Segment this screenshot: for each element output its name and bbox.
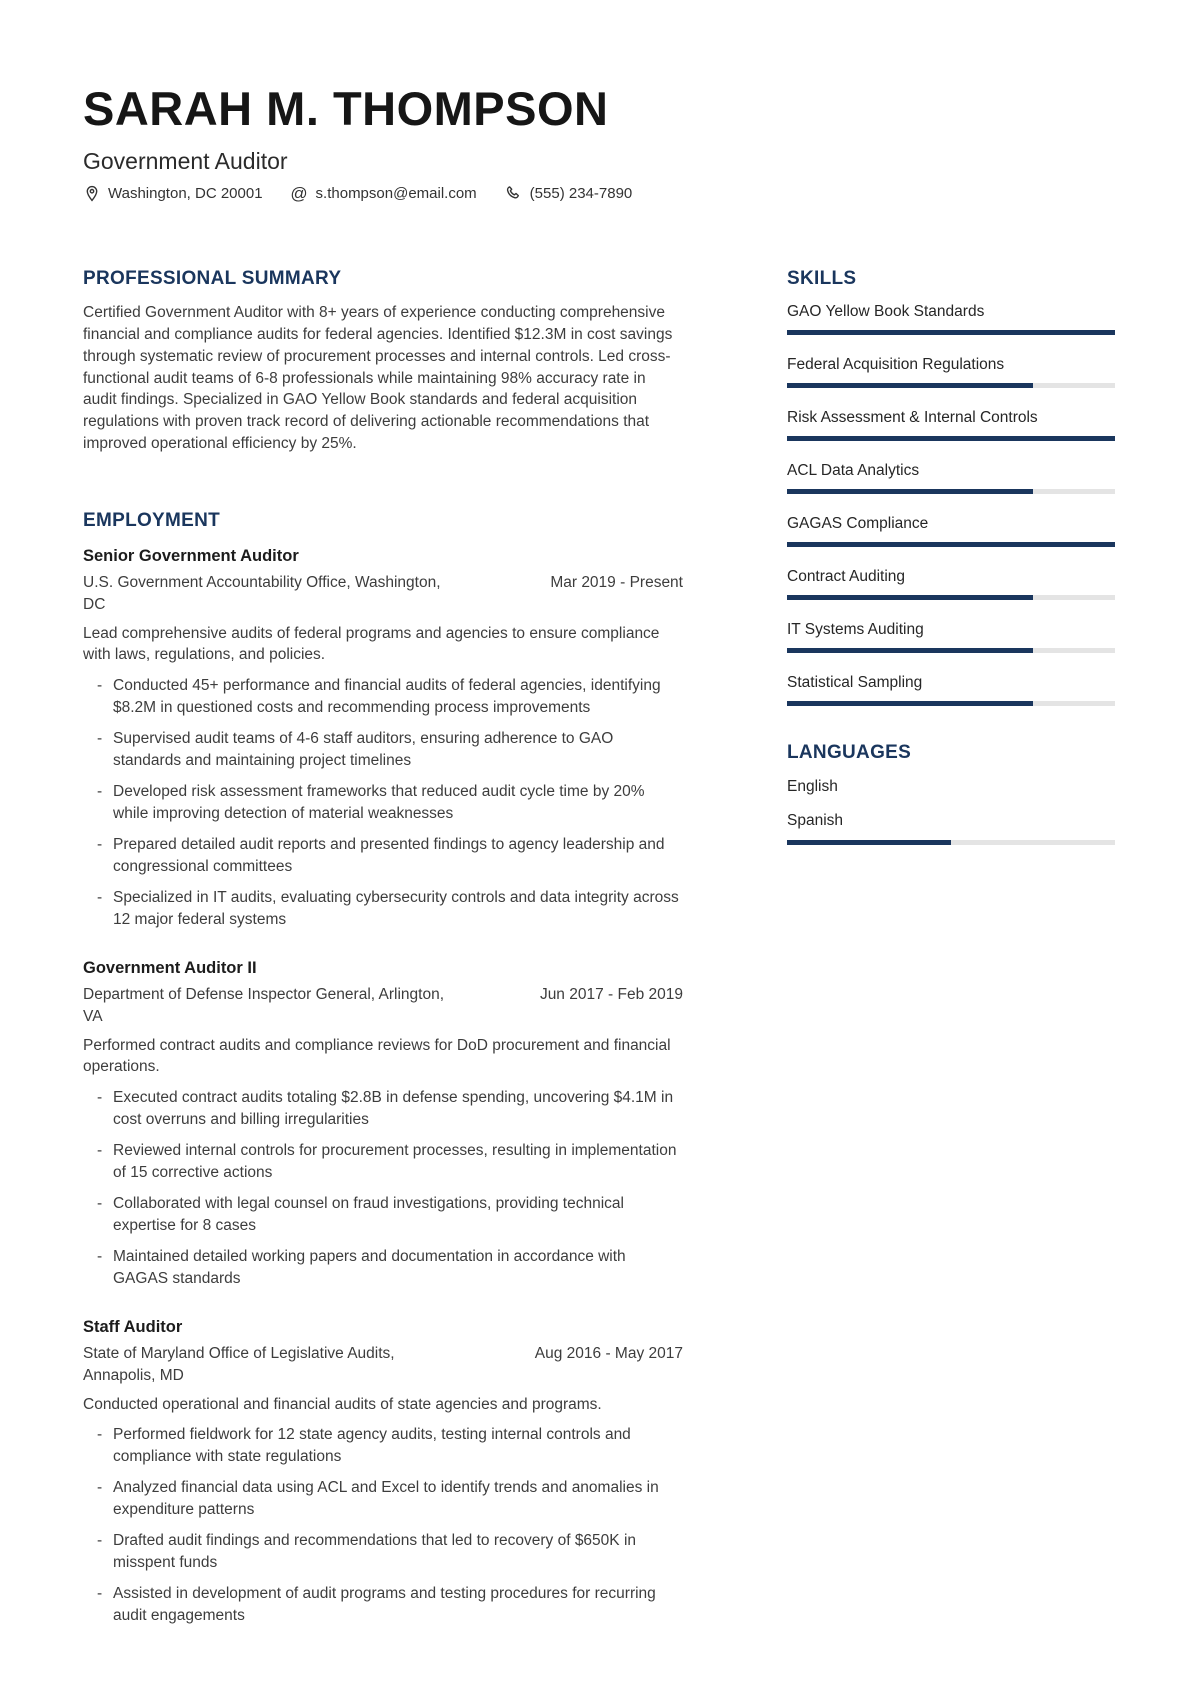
job-bullet: - Executed contract audits totaling $2.8B in defense spending, uncovering $4.1M in cost overruns and billing irregularities — [83, 1087, 683, 1131]
skill-item — [787, 408, 1115, 441]
skill-level-bar — [787, 542, 1115, 547]
contact-row — [83, 185, 1115, 202]
skill-level-fill — [787, 436, 1115, 441]
professional-summary-text: Certified Government Auditor with 8+ years of experience conducting comprehensive financial and compliance audits for federal agencies. Identified $12.3M in cost savings through systematic review of procurement processes and internal controls. Led cross-functional audit teams of 6-8 professionals while maintaining 98% accuracy rate in audit findings. Specialized in GAO Yellow Book standards and federal acquisition regulations with proven track record of delivering actionable recommendations that improved operational efficiency by 25%. — [83, 304, 673, 452]
skill-label: ACL Data Analytics — [787, 462, 920, 480]
skill-level-bar — [787, 595, 1115, 600]
contact-location — [83, 185, 263, 202]
job-company: State of Maryland Office of Legislative Audits, Annapolis, MD — [83, 1345, 395, 1385]
job-dates: Mar 2019 - Present — [550, 574, 683, 592]
job-description: Conducted operational and financial audits of state agencies and programs. — [83, 1395, 602, 1413]
skill-item — [787, 461, 1115, 494]
skill-item — [787, 673, 1115, 706]
skill-level-fill — [787, 648, 1033, 653]
language-level-bar — [787, 840, 1115, 845]
skill-item — [787, 620, 1115, 653]
content-columns — [83, 268, 1115, 1628]
job-dates: Jun 2017 - Feb 2019 — [539, 986, 683, 1004]
contact-email-text: s.thompson@email.com — [315, 184, 477, 202]
skill-label: Risk Assessment & Internal Controls — [787, 409, 1038, 427]
job-description: Lead comprehensive audits of federal programs and agencies to ensure compliance with laws, regulations, and policies. — [83, 624, 660, 664]
job-bullets — [83, 1087, 683, 1290]
job-title: Staff Auditor — [83, 1318, 183, 1337]
skill-label: GAO Yellow Book Standards — [787, 303, 985, 321]
languages-list — [787, 777, 1115, 845]
job-bullet: - Drafted audit findings and recommendations that led to recovery of $650K in misspent funds — [83, 1530, 683, 1574]
job-bullet: - Performed fieldwork for 12 state agency audits, testing internal controls and compliance with state regulations — [83, 1424, 683, 1468]
skill-item — [787, 302, 1115, 335]
skill-label: Contract Auditing — [787, 568, 906, 586]
job-bullet: - Reviewed internal controls for procurement processes, resulting in implementation of 15 corrective actions — [83, 1140, 683, 1184]
person-title: Government Auditor — [83, 148, 288, 174]
section-employment — [83, 510, 683, 1627]
skill-level-bar — [787, 489, 1115, 494]
employment-heading: EMPLOYMENT — [83, 510, 221, 532]
job-entry — [83, 957, 683, 1290]
job-title: Government Auditor II — [83, 959, 257, 978]
contact-location-text: Washington, DC 20001 — [108, 184, 263, 202]
person-name: SARAH M. THOMPSON — [83, 82, 609, 135]
job-bullet: - Supervised audit teams of 4-6 staff auditors, ensuring adherence to GAO standards and maintaining project timelines — [83, 728, 683, 772]
skill-level-bar — [787, 701, 1115, 706]
skill-level-bar — [787, 330, 1115, 335]
skill-level-bar — [787, 383, 1115, 388]
job-description: Performed contract audits and compliance reviews for DoD procurement and financial operations. — [83, 1036, 671, 1076]
main-column — [83, 268, 683, 1628]
skill-item — [787, 567, 1115, 600]
contact-phone-text: (555) 234-7890 — [529, 184, 633, 202]
skill-level-fill — [787, 542, 1115, 547]
skill-label: Statistical Sampling — [787, 673, 923, 691]
skill-level-bar — [787, 436, 1115, 441]
language-level-fill — [787, 840, 951, 845]
language-label: English — [787, 777, 838, 795]
job-bullet: - Collaborated with legal counsel on fraud investigations, providing technical expertise for 8 cases — [83, 1193, 683, 1237]
skill-label: GAGAS Compliance — [787, 515, 929, 533]
job-bullet: - Analyzed financial data using ACL and Excel to identify trends and anomalies in expenditure patterns — [83, 1477, 683, 1521]
language-item — [787, 777, 1115, 798]
side-column — [787, 268, 1115, 1628]
job-entry — [83, 1316, 683, 1627]
professional-summary-heading: PROFESSIONAL SUMMARY — [83, 267, 342, 289]
contact-email — [291, 185, 477, 202]
job-title: Senior Government Auditor — [83, 547, 299, 566]
language-item — [787, 811, 1115, 845]
section-skills — [787, 268, 1115, 706]
skills-list — [787, 302, 1115, 705]
phone-icon — [505, 185, 522, 202]
job-bullet: - Specialized in IT audits, evaluating cybersecurity controls and data integrity across 12 major federal systems — [83, 887, 683, 931]
job-bullet: - Maintained detailed working papers and documentation in accordance with GAGAS standards — [83, 1246, 683, 1290]
jobs-list — [83, 545, 683, 1627]
at-sign-icon: @ — [290, 183, 308, 203]
skills-heading: SKILLS — [787, 267, 857, 289]
job-bullet: - Prepared detailed audit reports and presented findings to agency leadership and congressional committees — [83, 834, 683, 878]
skill-level-fill — [787, 595, 1033, 600]
skill-level-bar — [787, 648, 1115, 653]
job-entry — [83, 545, 683, 931]
job-bullet: - Developed risk assessment frameworks that reduced audit cycle time by 20% while improving detection of material weaknesses — [83, 781, 683, 825]
contact-phone — [505, 185, 633, 202]
skill-item — [787, 514, 1115, 547]
section-professional-summary — [83, 268, 683, 455]
language-label: Spanish — [787, 811, 844, 829]
job-bullets — [83, 675, 683, 931]
skill-level-fill — [787, 489, 1033, 494]
job-bullets — [83, 1424, 683, 1627]
languages-heading: LANGUAGES — [787, 741, 912, 763]
job-company: Department of Defense Inspector General, Arlington, VA — [83, 986, 445, 1026]
skill-label: IT Systems Auditing — [787, 620, 924, 638]
job-dates: Aug 2016 - May 2017 — [534, 1345, 683, 1363]
skill-level-fill — [787, 383, 1033, 388]
section-languages — [787, 742, 1115, 845]
job-bullet: - Assisted in development of audit programs and testing procedures for recurring audit engagements — [83, 1583, 683, 1627]
job-company: U.S. Government Accountability Office, Washington, DC — [83, 574, 441, 614]
resume-header — [83, 82, 1115, 203]
skill-item — [787, 355, 1115, 388]
job-bullet: - Conducted 45+ performance and financial audits of federal agencies, identifying $8.2M in questioned costs and recommending process improvements — [83, 675, 683, 719]
skill-label: Federal Acquisition Regulations — [787, 356, 1005, 374]
map-pin-icon — [83, 185, 100, 202]
skill-level-fill — [787, 330, 1115, 335]
skill-level-fill — [787, 701, 1033, 706]
